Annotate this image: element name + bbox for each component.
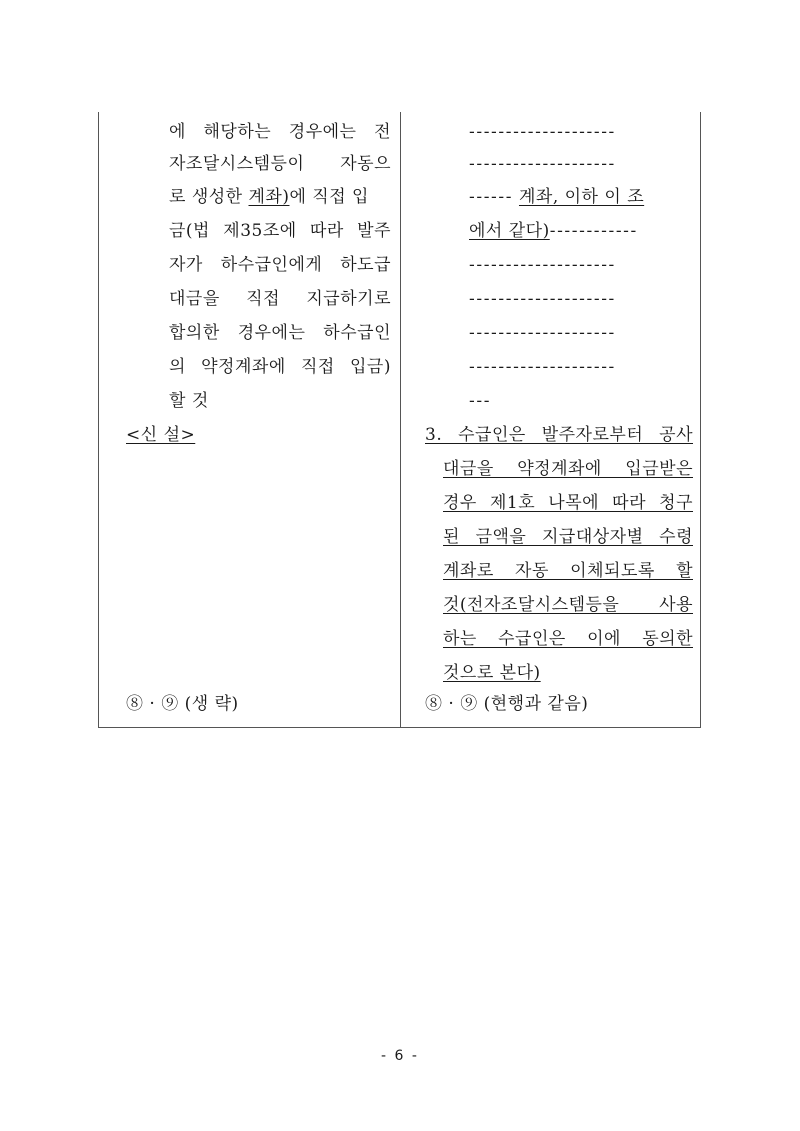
- right-dash-line-1: --------------------: [469, 122, 616, 142]
- left-line-3-text: 로 생성한: [169, 187, 249, 207]
- item3-line-7: 하는 수급인은 이에 동의한: [443, 629, 693, 649]
- left-line-6: 대금을 직접 지급하기로: [169, 289, 391, 309]
- item3-line-4: 된 금액을 지급대상자별 수령: [443, 527, 693, 547]
- item3-line-3: 경우 제1호 나목에 따라 청구: [443, 493, 693, 513]
- left-line-2: 자조달시스템등이 자동으: [169, 154, 391, 174]
- left-line-1: 에 해당하는 경우에는 전: [169, 122, 391, 142]
- page-number: - 6 -: [381, 1048, 419, 1064]
- left-line-3-rest: 에 직접 입: [289, 187, 369, 207]
- left-line-8: 의 약정계좌에 직접 입금): [169, 357, 391, 377]
- right-line-4-dashes: ------------: [549, 221, 638, 241]
- item3-line-5: 계좌로 자동 이체되도록 할: [443, 561, 693, 581]
- item3-line-1: 3. 수급인은 발주자로부터 공사: [425, 425, 693, 445]
- right-line-3-dashes: ------: [469, 187, 514, 207]
- new-provision-label: <신 설>: [126, 425, 196, 445]
- same-as-current-label: ⑧ · ⑨ (현행과 같음): [425, 694, 589, 714]
- right-dash-line-2: --------------------: [469, 154, 616, 174]
- right-line-4: [469, 220, 693, 242]
- right-dash-line-9: ---: [469, 391, 492, 411]
- right-dash-line-6: --------------------: [469, 289, 616, 309]
- right-dash-line-5: --------------------: [469, 255, 616, 275]
- item3-line-2: 대금을 약정계좌에 입금받은: [443, 459, 693, 479]
- right-dash-line-7: --------------------: [469, 323, 616, 343]
- right-line-3: [469, 186, 693, 208]
- left-line-9: 할 것: [169, 391, 209, 411]
- right-line-4-underlined: 에서 같다): [469, 221, 550, 241]
- left-line-7: 합의한 경우에는 하수급인: [169, 323, 391, 343]
- left-line-5: 자가 하수급인에게 하도급: [169, 255, 391, 275]
- item3-line-8: 것으로 본다): [443, 663, 541, 683]
- right-dash-line-8: --------------------: [469, 357, 616, 377]
- item3-line-6: 것(전자조달시스템등을 사용: [443, 595, 693, 615]
- left-line-4: 금(법 제35조에 따라 발주: [169, 221, 391, 241]
- column-divider: [400, 112, 401, 728]
- omitted-label: ⑧ · ⑨ (생 략): [126, 694, 239, 714]
- right-line-3-underlined: 계좌, 이하 이 조: [518, 187, 645, 207]
- left-line-3-underlined: 계좌): [248, 187, 290, 207]
- left-line-3: [169, 186, 391, 208]
